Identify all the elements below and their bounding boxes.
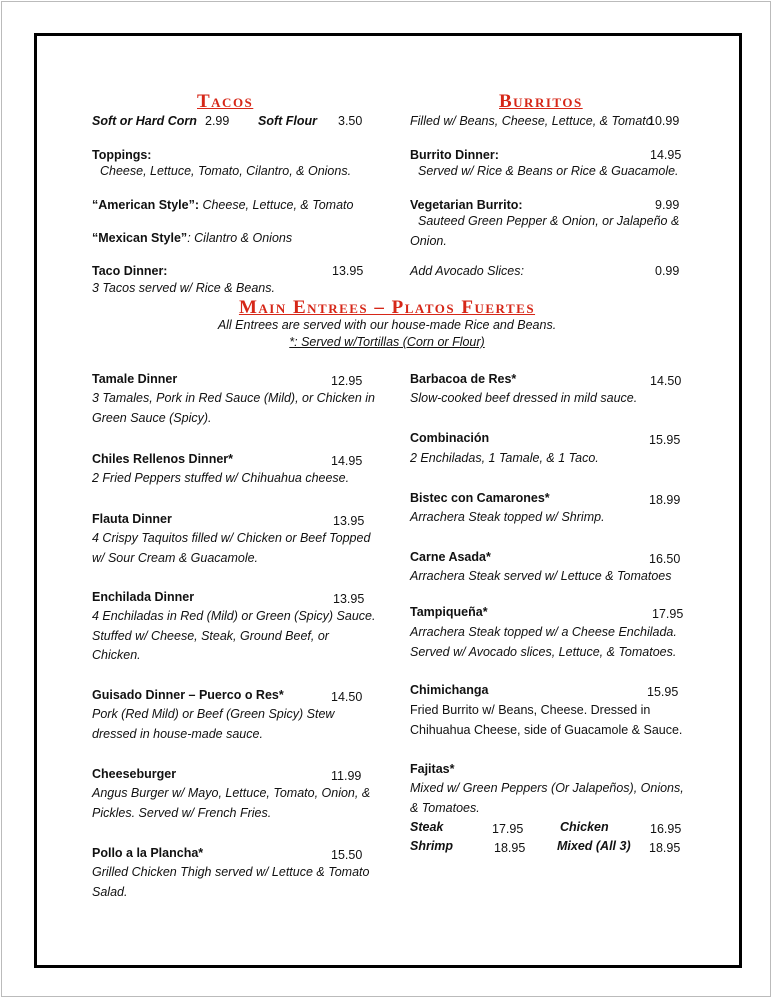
item-desc: 2 Fried Peppers stuffed w/ Chihuahua cheese. (92, 471, 350, 485)
fajita-option-price: 18.95 (494, 841, 526, 855)
item-name: Fajitas* (410, 762, 455, 776)
item-price: 18.99 (649, 493, 681, 507)
item-name: Chimichanga (410, 683, 489, 697)
taco-dinner-desc: 3 Tacos served w/ Rice & Beans. (92, 281, 275, 295)
tortillas-note: *: Served w/Tortillas (Corn or Flour) (289, 335, 485, 349)
toppings-label: Toppings: (92, 148, 152, 162)
avocado-price: 0.99 (655, 264, 680, 278)
item-price: 13.95 (333, 514, 365, 528)
fajita-option-label: Shrimp (410, 839, 454, 853)
fajita-option-price: 16.95 (650, 822, 682, 836)
fajita-option-label: Chicken (560, 820, 609, 834)
item-name: Cheeseburger (92, 767, 177, 781)
item-name: Chiles Rellenos Dinner* (92, 452, 234, 466)
burrito-dinner-label: Burrito Dinner: (410, 148, 499, 162)
item-price: 15.50 (331, 848, 363, 862)
mexican-style-label: “Mexican Style” (92, 231, 188, 245)
item-name: Bistec con Camarones* (410, 491, 550, 505)
item-desc: 4 Enchiladas in Red (Mild) or Green (Spicy) Sauce. Stuffed w/ Cheese, Steak, Ground Beef, or Chicken. (92, 609, 376, 662)
item-name: Guisado Dinner – Puerco o Res* (92, 688, 284, 702)
burrito-dinner-price: 14.95 (650, 148, 682, 162)
item-price: 15.95 (649, 433, 681, 447)
item-desc: Pork (Red Mild) or Beef (Green Spicy) Stew dressed in house-made sauce. (92, 707, 335, 741)
item-desc: Slow-cooked beef dressed in mild sauce. (410, 391, 638, 405)
item-price: 14.50 (650, 374, 682, 388)
burrito-filled-desc: Filled w/ Beans, Cheese, Lettuce, & Tomato (410, 114, 653, 128)
toppings-desc: Cheese, Lettuce, Tomato, Cilantro, & Onions. (100, 164, 352, 178)
item-price: 16.50 (649, 552, 681, 566)
item-desc: Arrachera Steak served w/ Lettuce & Tomatoes (410, 569, 672, 583)
mexican-style-desc: : Cilantro & Onions (187, 231, 293, 245)
mexican-style (92, 229, 292, 249)
item-price: 15.95 (647, 685, 679, 699)
item-desc: Arrachera Steak topped w/ Shrimp. (410, 510, 605, 524)
item-name: Combinación (410, 431, 490, 445)
veg-burrito-price: 9.99 (655, 198, 680, 212)
item-name: Tamale Dinner (92, 372, 178, 386)
item-desc: 4 Crispy Taquitos filled w/ Chicken or Beef Topped w/ Sour Cream & Guacamole. (92, 531, 371, 565)
american-style (92, 196, 353, 216)
taco-soft-flour-price: 3.50 (338, 114, 363, 128)
item-price: 12.95 (331, 374, 363, 388)
avocado-label: Add Avocado Slices: (410, 264, 524, 278)
fajita-option-price: 18.95 (649, 841, 681, 855)
taco-soft-hard-label: Soft or Hard Corn (92, 114, 197, 128)
item-name: Enchilada Dinner (92, 590, 195, 604)
american-style-desc: Cheese, Lettuce, & Tomato (198, 198, 354, 212)
item-desc: Fried Burrito w/ Beans, Cheese. Dressed in Chihuahua Cheese, side of Guacamole & Sauce. (410, 703, 683, 737)
burritos-heading: Burritos (499, 91, 583, 112)
item-desc: Arrachera Steak topped w/ a Cheese Enchilada. Served w/ Avocado slices, Lettuce, & Tomatoes. (410, 625, 677, 659)
item-name: Barbacoa de Res* (410, 372, 517, 386)
item-price: 14.95 (331, 454, 363, 468)
taco-soft-hard-price: 2.99 (205, 114, 230, 128)
item-desc: Angus Burger w/ Mayo, Lettuce, Tomato, Onion, & Pickles. Served w/ French Fries. (92, 786, 371, 820)
taco-dinner-label: Taco Dinner: (92, 264, 168, 278)
fajita-option-price: 17.95 (492, 822, 524, 836)
item-price: 11.99 (331, 769, 362, 783)
veg-burrito-desc: Sauteed Green Pepper & Onion, or Jalapeño & Onion. (410, 214, 680, 248)
main-entrees-heading: Main Entrees – Platos Fuertes (238, 297, 536, 318)
item-desc: Mixed w/ Green Peppers (Or Jalapeños), Onions, & Tomatoes. (410, 781, 684, 815)
item-name: Carne Asada* (410, 550, 491, 564)
burrito-dinner-desc: Served w/ Rice & Beans or Rice & Guacamole. (418, 164, 679, 178)
tacos-heading: Tacos (197, 91, 254, 112)
item-name: Pollo a la Plancha* (92, 846, 204, 860)
veg-burrito-label: Vegetarian Burrito: (410, 198, 523, 212)
item-price: 17.95 (652, 607, 684, 621)
fajita-option-label: Steak (410, 820, 444, 834)
item-price: 13.95 (333, 592, 365, 606)
item-desc: 3 Tamales, Pork in Red Sauce (Mild), or Chicken in Green Sauce (Spicy). (92, 391, 375, 425)
item-price: 14.50 (331, 690, 363, 704)
item-desc: Grilled Chicken Thigh served w/ Lettuce & Tomato Salad. (92, 865, 370, 899)
item-name: Flauta Dinner (92, 512, 172, 526)
taco-dinner-price: 13.95 (332, 264, 364, 278)
fajita-option-label: Mixed (All 3) (557, 839, 631, 853)
item-desc: 2 Enchiladas, 1 Tamale, & 1 Taco. (410, 451, 599, 465)
taco-soft-flour-label: Soft Flour (258, 114, 318, 128)
american-style-label: “American Style”: (92, 198, 199, 212)
item-name: Tampiqueña* (410, 605, 488, 619)
burrito-filled-price: 10.99 (648, 114, 680, 128)
main-entrees-subtitle: All Entrees are served with our house-made Rice and Beans. (217, 318, 557, 332)
